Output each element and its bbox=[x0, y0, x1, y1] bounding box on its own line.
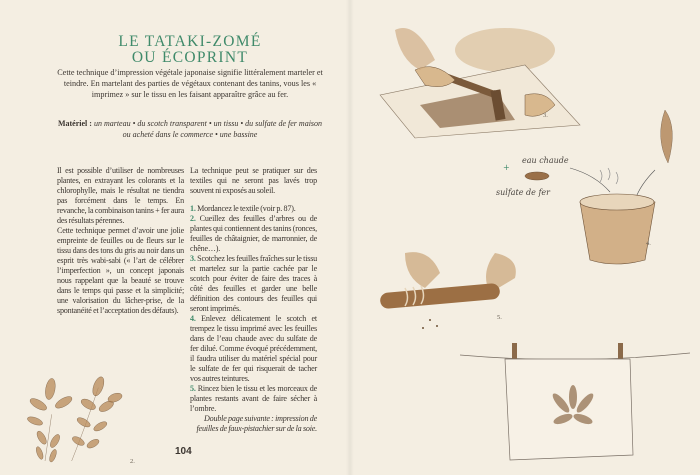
step-number: 2. bbox=[190, 214, 196, 223]
left-text-column bbox=[57, 166, 184, 316]
paragraph: Il est possible d’utiliser de nombreuses plantes, en extrayant les colorants et la chlorophylle, mais le résultat ne tiendra pas forcément dans le temps. En revanche, la combinaison tanins + fer aura des résultats pérennes. bbox=[57, 166, 184, 225]
right-text-column bbox=[190, 166, 317, 434]
figure-number: 2. bbox=[130, 458, 135, 465]
step-number: 3. bbox=[190, 254, 196, 263]
step-2 bbox=[190, 214, 317, 254]
paragraph: La technique peut se pratiquer sur des textiles qui ne seront pas lavés trop souvent ni exposés au soleil. bbox=[190, 166, 317, 195]
bowl-illustration bbox=[510, 160, 670, 270]
step-5 bbox=[190, 384, 317, 414]
rolling-illustration bbox=[375, 248, 525, 338]
figure-number: 4. bbox=[646, 240, 651, 247]
material-list bbox=[55, 118, 325, 140]
label-eau-chaude: eau chaude bbox=[522, 156, 569, 165]
step-text: Enlevez délicatement le scotch et trempez le tissu imprimé avec les feuilles dans de l’eau chaude avec du sulfate de fer dilué. Comme évoqué précédemment, il faudra utiliser du matériel spécial pour le sulfate de fer qui risquerait de tacher vos autres teintures. bbox=[190, 314, 317, 383]
title-line-1: LE TATAKI-ZOMÉ bbox=[118, 33, 262, 50]
leaves-illustration bbox=[25, 374, 125, 468]
figure-number: 3. bbox=[543, 112, 548, 119]
hanging-cloth-illustration bbox=[455, 335, 695, 465]
caption: Double page suivante : impression de feuilles de faux-pistachier sur de la soie. bbox=[196, 414, 317, 433]
page-number: 104 bbox=[175, 446, 192, 457]
step-1 bbox=[190, 204, 317, 214]
step-text: Cueillez des feuilles d’arbres ou de plantes qui contiennent des tanins (ronces, feuilles de châtaignier, de marronnier, de chêne…). bbox=[190, 214, 317, 253]
label-sulfate-de-fer: sulfate de fer bbox=[496, 188, 550, 197]
paragraph: Cette technique permet d’avoir une jolie empreinte de feuilles ou de fleurs sur le tissu dans des tons du gris au noir dans un esprit très wabi-sabi (« l’art de célébrer l’imperfection », un concept japonais nous rappelant que la beauté se trouve dans le temps qui passe et la simplicité; une valorisation du lâcher-prise, de la spontanéité et l’acceptation des défauts). bbox=[57, 226, 184, 315]
step-text: Mordancez le textile (voir p. 87). bbox=[197, 204, 296, 213]
step-number: 4. bbox=[190, 314, 196, 323]
right-page bbox=[350, 0, 700, 475]
hammering-illustration bbox=[375, 20, 585, 140]
material-items: un marteau • du scotch transparent • un tissu • du sulfate de fer maison ou acheté dans le commerce • une bassine bbox=[93, 119, 323, 139]
leaf-drop-illustration bbox=[650, 108, 680, 168]
figure-number: 5. bbox=[497, 314, 502, 321]
title-line-2: OU ÉCOPRINT bbox=[131, 49, 249, 66]
page-title bbox=[60, 34, 320, 66]
step-number: 5. bbox=[190, 384, 196, 393]
step-3 bbox=[190, 254, 317, 314]
material-label: Matériel : bbox=[57, 119, 92, 128]
intro-paragraph: Cette technique d’impression végétale japonaise signifie littéralement marteler et teindre. En martelant des parties de végétaux contenant des tanins, vous les « imprimez » sur le tissu en les faisant apparaître grâce au fer. bbox=[57, 68, 323, 100]
step-4 bbox=[190, 314, 317, 384]
step-text: Rincez bien le tissu et les morceaux de plantes restants avant de faire sécher à l’ombre. bbox=[190, 384, 317, 413]
plus-sign: + bbox=[503, 163, 510, 172]
step-number: 1. bbox=[190, 204, 196, 213]
step-text: Scotchez les feuilles fraîches sur le tissu et martelez sur la partie cachée par le scotch pour éviter de faire des traces à côté des feuilles et garder une belle définition des contours des feuilles qui seront imprimés. bbox=[190, 254, 317, 313]
